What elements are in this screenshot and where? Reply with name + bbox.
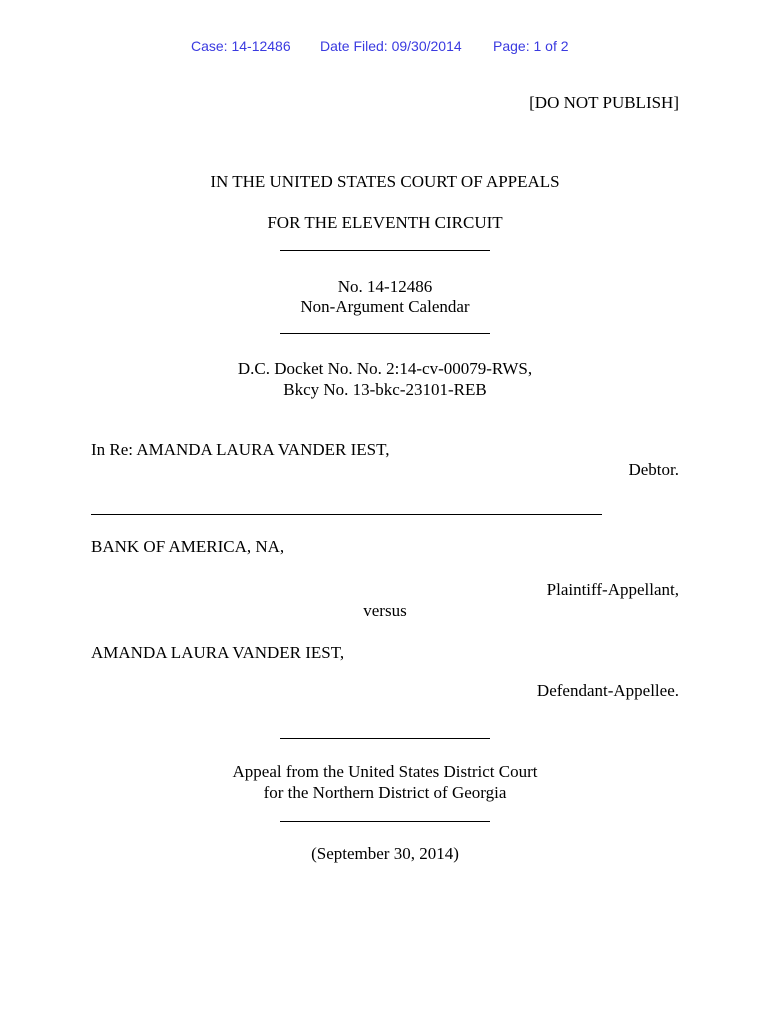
debtor-role: Debtor. bbox=[628, 460, 679, 479]
date-filed-header: Date Filed: 09/30/2014 bbox=[320, 38, 462, 54]
divider-2 bbox=[280, 333, 490, 334]
calendar-type: Non-Argument Calendar bbox=[300, 297, 470, 316]
circuit-title: FOR THE ELEVENTH CIRCUIT bbox=[267, 213, 503, 232]
in-re-party: In Re: AMANDA LAURA VANDER IEST, bbox=[91, 440, 390, 459]
divider-3 bbox=[280, 738, 490, 739]
plaintiff-name: BANK OF AMERICA, NA, bbox=[91, 537, 285, 556]
case-number-header: Case: 14-12486 bbox=[191, 38, 291, 54]
publish-note: [DO NOT PUBLISH] bbox=[529, 93, 679, 112]
defendant-name: AMANDA LAURA VANDER IEST, bbox=[91, 643, 345, 662]
divider-1 bbox=[280, 250, 490, 251]
appeal-number: No. 14-12486 bbox=[337, 277, 433, 296]
versus-label: versus bbox=[363, 601, 407, 620]
court-title: IN THE UNITED STATES COURT OF APPEALS bbox=[210, 172, 560, 191]
page-count-header: Page: 1 of 2 bbox=[493, 38, 569, 54]
divider-4 bbox=[280, 821, 490, 822]
appeal-origin-line2: for the Northern District of Georgia bbox=[263, 783, 507, 802]
plaintiff-role: Plaintiff-Appellant, bbox=[546, 580, 679, 599]
defendant-role: Defendant-Appellee. bbox=[536, 681, 679, 700]
bankruptcy-number: Bkcy No. 13-bkc-23101-REB bbox=[283, 380, 487, 399]
caption-divider bbox=[91, 514, 602, 515]
appeal-origin-line1: Appeal from the United States District Court bbox=[232, 762, 538, 781]
decision-date: (September 30, 2014) bbox=[311, 844, 459, 863]
district-docket-number: D.C. Docket No. No. 2:14-cv-00079-RWS, bbox=[237, 359, 533, 378]
